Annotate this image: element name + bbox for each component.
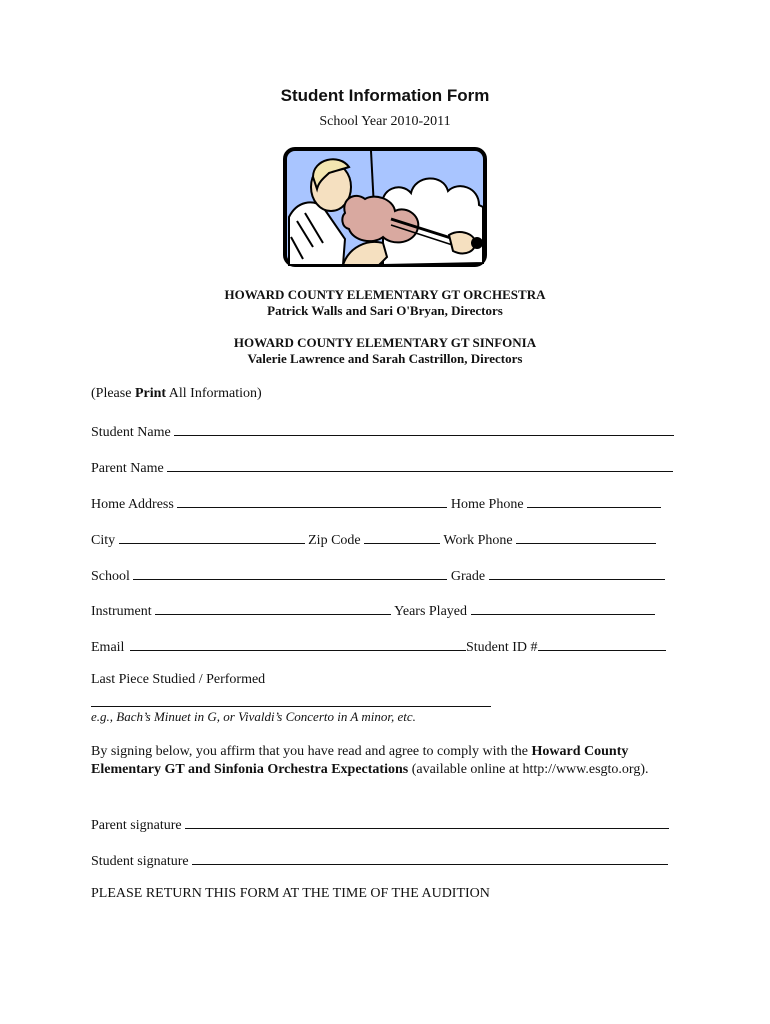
school-row xyxy=(91,566,665,585)
grade-field[interactable] xyxy=(489,566,665,580)
instruction-prefix: (Please xyxy=(91,386,135,401)
email-field[interactable] xyxy=(130,637,466,651)
address-row xyxy=(91,494,661,513)
agreement-text xyxy=(91,743,661,779)
home-address-field[interactable] xyxy=(177,494,447,508)
grade-label: Grade xyxy=(450,569,486,584)
instrument-field[interactable] xyxy=(155,601,391,615)
instrument-label: Instrument xyxy=(91,604,152,619)
agreement-text-end: (available online at http://www.esgto.org). xyxy=(408,762,649,777)
instruction-bold: Print xyxy=(134,386,167,401)
print-instruction xyxy=(91,386,262,402)
parent-name-field[interactable] xyxy=(167,458,673,472)
student-signature-field[interactable] xyxy=(192,851,668,865)
work-phone-label: Work Phone xyxy=(443,533,513,548)
orchestra-directors: Patrick Walls and Sari O'Bryan, Directors xyxy=(267,303,503,318)
agreement-text-start: By signing below, you affirm that you have read and agree to comply with the xyxy=(91,744,532,759)
return-instruction: PLEASE RETURN THIS FORM AT THE TIME OF THE AUDITION xyxy=(91,886,490,901)
parent-signature-field[interactable] xyxy=(185,815,669,829)
work-phone-field[interactable] xyxy=(516,530,656,544)
school-label: School xyxy=(91,569,130,584)
school-year: School Year 2010-2011 xyxy=(319,114,451,129)
student-name-field[interactable] xyxy=(174,422,674,436)
last-piece-example: e.g., Bach’s Minuet in G, or Vivaldi’s Concerto in A minor, etc. xyxy=(91,709,416,724)
school-field[interactable] xyxy=(133,566,447,580)
student-name-label: Student Name xyxy=(91,425,171,440)
city-row xyxy=(91,530,656,549)
last-piece-label: Last Piece Studied / Performed xyxy=(91,672,266,687)
parent-name-label: Parent Name xyxy=(91,461,164,476)
violinist-icon xyxy=(283,147,487,267)
zip-code-field[interactable] xyxy=(364,530,440,544)
form-title: Student Information Form xyxy=(280,86,490,105)
instruction-suffix: All Information) xyxy=(166,386,262,401)
instrument-row xyxy=(91,601,655,620)
email-row xyxy=(91,637,666,656)
sinfonia-name: HOWARD COUNTY ELEMENTARY GT SINFONIA xyxy=(233,335,537,350)
sinfonia-directors: Valerie Lawrence and Sarah Castrillon, Directors xyxy=(247,351,523,366)
home-phone-field[interactable] xyxy=(527,494,661,508)
city-field[interactable] xyxy=(119,530,305,544)
agreement-expectations: Howard County Elementary GT and Sinfonia Orchestra Expectations xyxy=(91,744,629,777)
home-phone-label: Home Phone xyxy=(450,497,524,512)
orchestra-name: HOWARD COUNTY ELEMENTARY GT ORCHESTRA xyxy=(224,287,546,302)
zip-code-label: Zip Code xyxy=(308,533,361,548)
parent-signature-row xyxy=(91,815,669,834)
student-name-row xyxy=(91,422,674,441)
years-played-field[interactable] xyxy=(471,601,655,615)
student-id-field[interactable] xyxy=(538,637,666,651)
parent-name-row xyxy=(91,458,673,477)
student-id-label: Student ID # xyxy=(465,640,538,655)
home-address-label: Home Address xyxy=(91,497,174,512)
city-label: City xyxy=(91,533,116,548)
student-signature-label: Student signature xyxy=(91,854,189,869)
years-played-label: Years Played xyxy=(394,604,467,619)
email-label: Email xyxy=(91,640,125,655)
student-signature-row xyxy=(91,851,668,870)
last-piece-field[interactable] xyxy=(91,692,491,707)
parent-signature-label: Parent signature xyxy=(91,818,182,833)
